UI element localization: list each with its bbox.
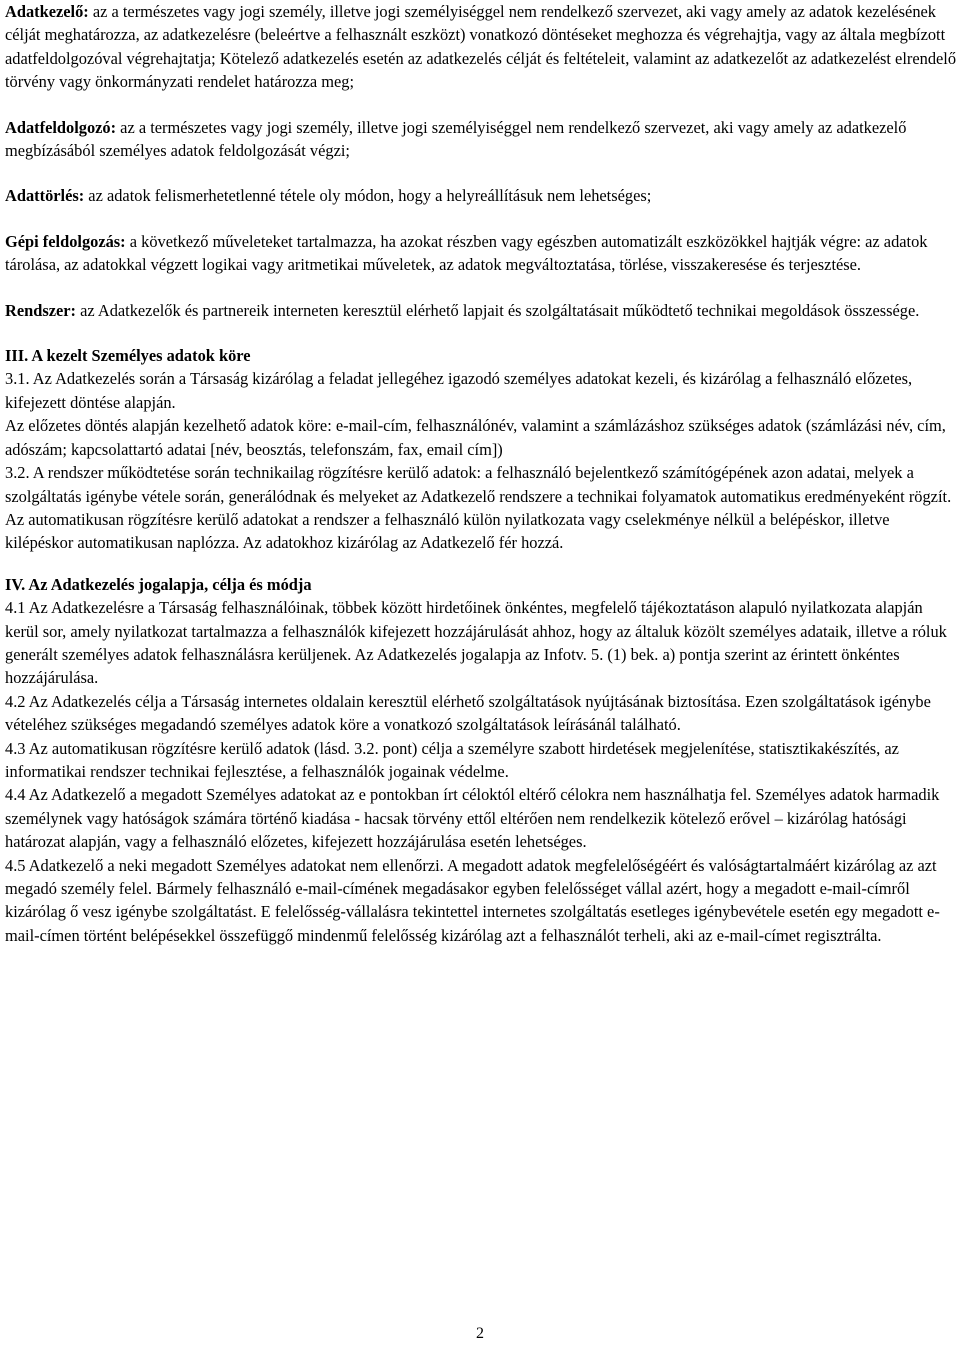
paragraph-3-1-scope: Az előzetes döntés alapján kezelhető adatok köre: e-mail-cím, felhasználónév, valamint a számlázáshoz szükséges adatok (számlázási név, cím, adószám; kapcsolattartó adatai [név, beosztás, telefonszám, fax, email cím]) xyxy=(5,416,946,459)
definition-text: az Adatkezelők és partnereik interneten keresztül elérhető lapjait és szolgáltatásait működtető technikai megoldások összessége. xyxy=(76,300,920,320)
definition-adattorles xyxy=(5,184,957,207)
definition-term: Adatfeldolgozó: xyxy=(5,117,117,137)
paragraph-4-4: 4.4 Az Adatkezelő a megadott Személyes adatokat az e pontokban írt céloktól eltérő célokra nem használhatja fel. Személyes adatok harmadik személynek vagy hatóságok számára történő kiadása - hacsak törvény ettől eltérően nem rendelkezik kötelező erővel – kizárólag hatósági határozat alapján, vagy a felhasználó előzetes, kifejezett hozzájárulása esetén lehetséges. xyxy=(5,785,940,852)
definition-term: Adattörlés: xyxy=(5,186,85,206)
definition-text: a következő műveleteket tartalmazza, ha azokat részben vagy egészben automatizált eszközökkel hajtják végre: az adatok tárolása, az adatokkal végzett logikai vagy aritmetikai műveletek, az adatok megváltoztatása, törlése, visszakeresése és terjesztése. xyxy=(5,231,928,275)
document-page xyxy=(5,0,957,947)
section-4-title: IV. Az Adatkezelés jogalapja, célja és módja xyxy=(5,574,312,594)
definition-text: az a természetes vagy jogi személy, illetve jogi személyiséggel nem rendelkező szervezet, aki vagy amely az adatkezelő megbízásából személyes adatok feldolgozását végzi; xyxy=(5,117,907,161)
section-4 xyxy=(5,573,957,948)
definition-adatkezelo xyxy=(5,0,957,94)
section-3-title: III. A kezelt Személyes adatok köre xyxy=(5,346,251,366)
definition-rendszer xyxy=(5,299,957,322)
paragraph-3-1: 3.1. Az Adatkezelés során a Társaság kizárólag a feladat jellegéhez igazodó személyes adatokat kezeli, és kizárólag a felhasználó előzetes, kifejezett döntése alapján. xyxy=(5,369,913,412)
paragraph-3-2: 3.2. A rendszer működtetése során technikailag rögzítésre kerülő adatok: a felhasználó bejelentkező számítógépének azon adatai, melyek a szolgáltatás igénybe vétele során, generálódnak és melyeket az Adatkezelő rendszere a technikai folyamatok automatikus eredményeként rögzít. Az automatikusan rögzítésre kerülő adatokat a rendszer a felhasználó külön nyilatkozata vagy cselekménye nélkül a belépéskor, illetve kilépéskor automatikusan naplózza. Az adatokhoz kizárólag az Adatkezelő fér hozzá. xyxy=(5,463,952,553)
page-number: 2 xyxy=(476,1325,484,1342)
definition-term: Gépi feldolgozás: xyxy=(5,231,126,251)
definition-term: Rendszer: xyxy=(5,300,77,320)
paragraph-4-5: 4.5 Adatkezelő a neki megadott Személyes adatokat nem ellenőrzi. A megadott adatok megfelelőségéért és valóságtartalmáért kizárólag az azt megadó személy felel. Bármely felhasználó e-mail-címének megadásakor egyben felelősséget vállal azért, hogy a megadott e-mail-címről kizárólag ő vesz igénybe szolgáltatást. E felelősség-vállalásra tekintettel internetes szolgáltatás esetleges igénybevétele esetén egy megadott e-mail-címen történt belépésekkel összefüggő mindenmű felelősség kizárólag azt a felhasználót terheli, aki az e-mail-címet regisztrálta. xyxy=(5,855,940,945)
section-3 xyxy=(5,344,957,555)
definition-text: az a természetes vagy jogi személy, illetve jogi személyiséggel nem rendelkező szervezet, aki vagy amely az adatok kezelésének célját meghatározza, az adatkezelésre (beleértve a felhasznált eszközt) vonatkozó döntéseket meghozza és végrehajtja, vagy az általa megbízott adatfeldolgozóval végrehajtatja; Kötelező adatkezelés esetén az adatkezelés célját és feltételeit, valamint az adatkezelőt az adatkezelést elrendelő törvény vagy önkormányzati rendelet határozza meg; xyxy=(5,2,957,92)
paragraph-4-1: 4.1 Az Adatkezelésre a Társaság felhasználóinak, többek között hirdetőinek önkéntes, megfelelő tájékoztatáson alapuló nyilatkozata alapján kerül sor, amely nyilatkozat tartalmazza a felhasználók kifejezett hozzájárulását ahhoz, hogy az általuk közölt személyes adataik, illetve a róluk generált személyes adatok felhasználásra kerüljenek. Az Adatkezelés jogalapja az Infotv. 5. (1) bek. a) pontja szerint az érintett önkéntes hozzájárulása. xyxy=(5,598,947,688)
definition-adatfeldolgozo xyxy=(5,116,957,163)
definition-gepi-feldolgozas xyxy=(5,230,957,277)
definition-text: az adatok felismerhetetlenné tétele oly módon, hogy a helyreállításuk nem lehetséges; xyxy=(84,186,652,206)
definition-term: Adatkezelő: xyxy=(5,2,89,21)
paragraph-4-3: 4.3 Az automatikusan rögzítésre kerülő adatok (lásd. 3.2. pont) célja a személyre szabott hirdetések megjelenítése, statisztikakészítés, az informatikai rendszer technikai fejlesztése, a felhasználók jogainak védelme. xyxy=(5,738,899,781)
paragraph-4-2: 4.2 Az Adatkezelés célja a Társaság internetes oldalain keresztül elérhető szolgáltatások nyújtásának biztosítása. Ezen szolgáltatások igénybe vételéhez szükséges megadandó személyes adatok köre a vonatkozó szolgáltatások leírásánál található. xyxy=(5,691,931,735)
